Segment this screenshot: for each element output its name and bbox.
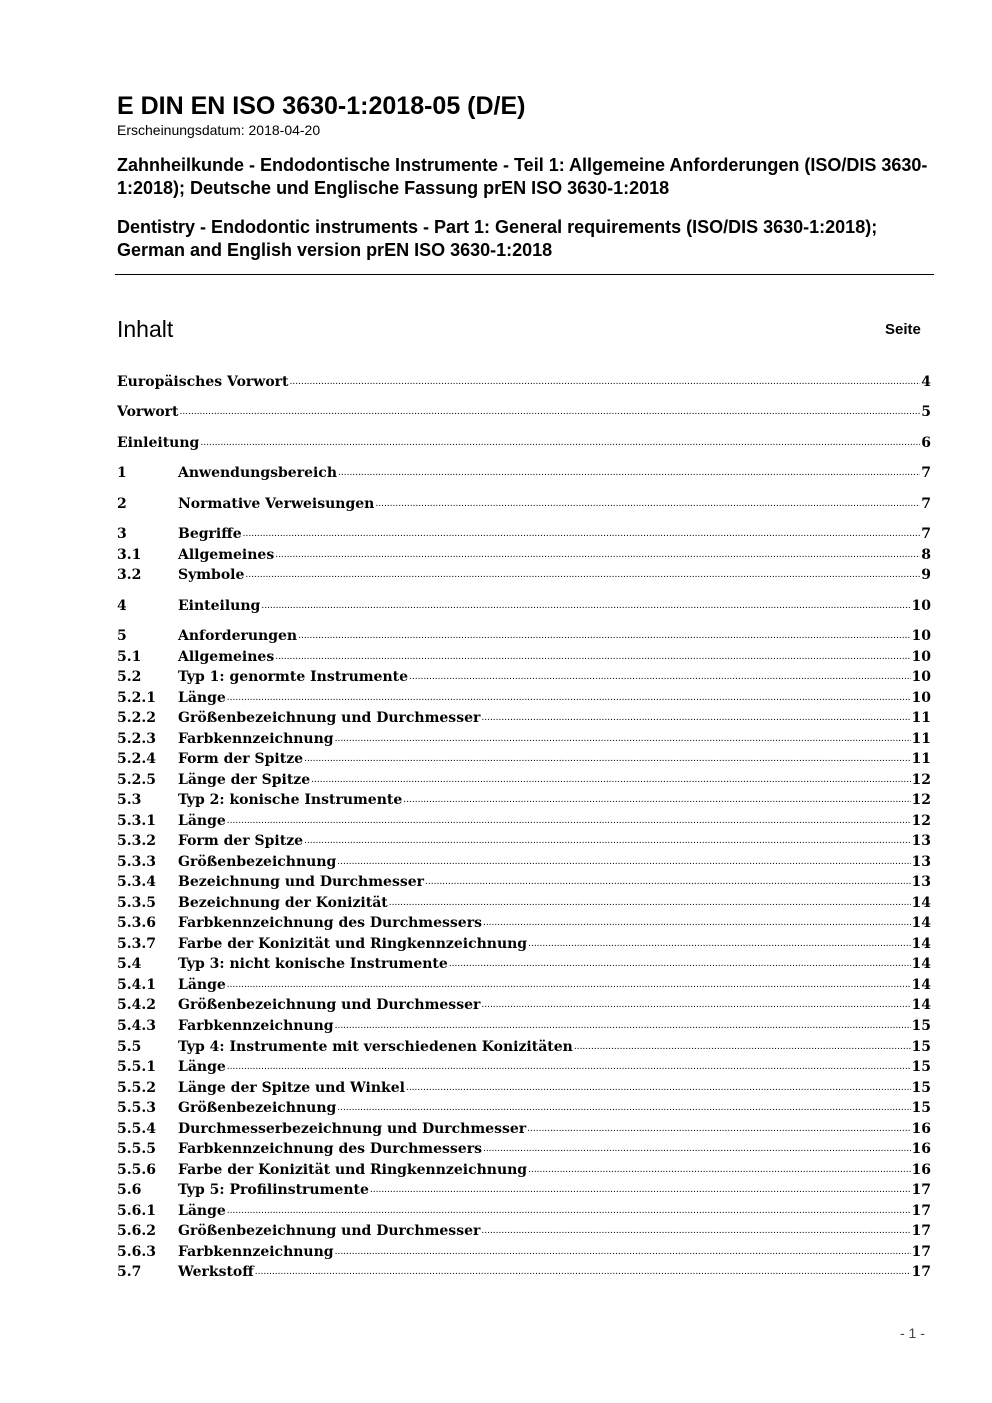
toc-entry-page: 17 bbox=[911, 1244, 931, 1260]
toc-entry-line bbox=[178, 667, 931, 687]
toc-entry-title: Farbkennzeichnung bbox=[178, 1244, 334, 1260]
toc-entry-page: 14 bbox=[911, 997, 931, 1013]
toc-entry-line bbox=[178, 790, 931, 810]
header-divider bbox=[115, 274, 934, 275]
toc-entry-page: 15 bbox=[911, 1100, 931, 1116]
toc-entry[interactable] bbox=[117, 494, 931, 514]
toc-entry-number: 5 bbox=[117, 628, 127, 644]
toc-entry-page: 10 bbox=[911, 598, 931, 614]
toc-entry-title: Europäisches Vorwort bbox=[117, 374, 289, 390]
toc-entry-title: Bezeichnung der Konizität bbox=[178, 895, 388, 911]
toc-entry-title: Länge bbox=[178, 1203, 226, 1219]
toc-entry[interactable] bbox=[117, 852, 931, 872]
toc-entry-line bbox=[178, 852, 931, 872]
toc-dot-leader bbox=[574, 1037, 911, 1057]
toc-entry-line bbox=[178, 770, 931, 790]
toc-entry-number: 5.3.4 bbox=[117, 874, 156, 890]
toc-entry-title: Länge bbox=[178, 690, 226, 706]
toc-entry-page: 6 bbox=[921, 435, 931, 451]
toc-entry-title: Einleitung bbox=[117, 435, 200, 451]
toc-entry[interactable] bbox=[117, 749, 931, 769]
toc-entry-number: 2 bbox=[117, 496, 127, 512]
toc-dot-leader bbox=[481, 995, 910, 1015]
toc-entry-number: 5.6.2 bbox=[117, 1223, 156, 1239]
toc-entry-line bbox=[178, 1201, 931, 1221]
toc-entry[interactable] bbox=[117, 790, 931, 810]
toc-dot-leader bbox=[528, 1160, 910, 1180]
toc-entry-line bbox=[178, 872, 931, 892]
toc-entry[interactable] bbox=[117, 831, 931, 851]
toc-entry-number: 5.5.2 bbox=[117, 1080, 156, 1096]
toc-entry-page: 14 bbox=[911, 895, 931, 911]
toc-dot-leader bbox=[337, 1098, 910, 1118]
toc-entry-line bbox=[178, 708, 931, 728]
toc-page-column-label: Seite bbox=[885, 321, 921, 338]
toc-dot-leader bbox=[304, 831, 910, 851]
toc-entry[interactable] bbox=[117, 1221, 931, 1241]
toc-entry-line bbox=[117, 372, 931, 392]
toc-entry-page: 10 bbox=[911, 649, 931, 665]
toc-entry-number: 5.1 bbox=[117, 649, 142, 665]
toc-dot-leader bbox=[227, 811, 911, 831]
toc-entry[interactable] bbox=[117, 1037, 931, 1057]
toc-entry[interactable] bbox=[117, 708, 931, 728]
toc-entry-line bbox=[178, 1098, 931, 1118]
toc-dot-leader bbox=[298, 626, 910, 646]
toc-entry-line bbox=[178, 1119, 931, 1139]
toc-entry-title: Länge der Spitze bbox=[178, 772, 311, 788]
publication-date: Erscheinungsdatum: 2018-04-20 bbox=[117, 122, 321, 138]
toc-entry[interactable] bbox=[117, 1057, 931, 1077]
toc-entry-line bbox=[178, 831, 931, 851]
toc-entry-number: 5.5.4 bbox=[117, 1121, 156, 1137]
toc-entry-page: 17 bbox=[911, 1182, 931, 1198]
toc-entry-line bbox=[178, 995, 931, 1015]
toc-entry-title: Durchmesserbezeichnung und Durchmesser bbox=[178, 1121, 527, 1137]
toc-entry-number: 3.2 bbox=[117, 567, 142, 583]
toc-entry[interactable] bbox=[117, 1201, 931, 1221]
toc-heading: Inhalt bbox=[117, 316, 174, 342]
toc-dot-leader bbox=[528, 934, 910, 954]
toc-entry-page: 17 bbox=[911, 1264, 931, 1280]
page-number: - 1 - bbox=[900, 1325, 925, 1341]
toc-entry[interactable] bbox=[117, 1119, 931, 1139]
toc-entry-page: 11 bbox=[911, 731, 931, 747]
toc-entry[interactable] bbox=[117, 596, 931, 616]
toc-entry-page: 11 bbox=[911, 710, 931, 726]
toc-entry-page: 13 bbox=[911, 854, 931, 870]
toc-entry-page: 11 bbox=[911, 751, 931, 767]
toc-entry[interactable] bbox=[117, 626, 931, 646]
toc-entry-title: Begriffe bbox=[178, 526, 242, 542]
toc-dot-leader bbox=[335, 729, 911, 749]
toc-entry[interactable] bbox=[117, 1078, 931, 1098]
toc-entry-line bbox=[178, 913, 931, 933]
toc-entry-line bbox=[178, 463, 931, 483]
toc-entry-page: 5 bbox=[921, 404, 931, 420]
toc-entry[interactable] bbox=[117, 954, 931, 974]
toc-entry-page: 7 bbox=[921, 496, 931, 512]
toc-entry-title: Allgemeines bbox=[178, 649, 275, 665]
toc-entry-number: 5.3.2 bbox=[117, 833, 156, 849]
toc-entry-page: 17 bbox=[911, 1203, 931, 1219]
toc-entry-line bbox=[117, 433, 931, 453]
toc-entry-number: 5.4 bbox=[117, 956, 142, 972]
toc-entry[interactable] bbox=[117, 975, 931, 995]
toc-entry-number: 5.2.5 bbox=[117, 772, 156, 788]
toc-entry-line bbox=[178, 1139, 931, 1159]
toc-entry[interactable] bbox=[117, 1160, 931, 1180]
toc-entry-line bbox=[117, 402, 931, 422]
toc-entry[interactable] bbox=[117, 545, 931, 565]
toc-entry-title: Länge bbox=[178, 813, 226, 829]
toc-entry[interactable] bbox=[117, 770, 931, 790]
toc-entry-line bbox=[178, 954, 931, 974]
toc-entry-line bbox=[178, 1242, 931, 1262]
toc-entry-page: 14 bbox=[911, 977, 931, 993]
toc-entry-title: Größenbezeichnung bbox=[178, 854, 337, 870]
toc-entry-title: Allgemeines bbox=[178, 547, 275, 563]
document-title: E DIN EN ISO 3630-1:2018-05 (D/E) bbox=[117, 92, 526, 120]
toc-entry-number: 5.3.1 bbox=[117, 813, 156, 829]
toc-entry-number: 5.3.3 bbox=[117, 854, 156, 870]
title-english: Dentistry - Endodontic instruments - Part 1: General requirements (ISO/DIS 3630-1:2018); German and English version prEN ISO 3630-1:2018 bbox=[117, 217, 878, 260]
toc-entry-title: Typ 4: Instrumente mit verschiedenen Konizitäten bbox=[178, 1039, 573, 1055]
toc-entry-title: Größenbezeichnung und Durchmesser bbox=[178, 1223, 481, 1239]
toc-dot-leader bbox=[338, 463, 920, 483]
title-german: Zahnheilkunde - Endodontische Instrumente - Teil 1: Allgemeine Anforderungen (ISO/DIS 3630-1:2018); Deutsche und Englische Fassung prEN ISO 3630-1:2018 bbox=[117, 155, 928, 198]
toc-entry[interactable] bbox=[117, 729, 931, 749]
toc-dot-leader bbox=[255, 1262, 911, 1282]
toc-entry-title: Größenbezeichnung und Durchmesser bbox=[178, 710, 481, 726]
toc-entry-page: 13 bbox=[911, 833, 931, 849]
toc-entry-title: Typ 3: nicht konische Instrumente bbox=[178, 956, 448, 972]
toc-dot-leader bbox=[290, 372, 921, 392]
toc-entry-title: Einteilung bbox=[178, 598, 261, 614]
toc-entry-page: 14 bbox=[911, 956, 931, 972]
toc-dot-leader bbox=[483, 1139, 911, 1159]
toc-entry[interactable] bbox=[117, 463, 931, 483]
toc-entry[interactable] bbox=[117, 811, 931, 831]
toc-entry-title: Länge bbox=[178, 1059, 226, 1075]
toc-dot-leader bbox=[481, 708, 910, 728]
toc-entry[interactable] bbox=[117, 667, 931, 687]
toc-entry-page: 14 bbox=[911, 936, 931, 952]
document-header bbox=[117, 92, 933, 262]
toc-dot-leader bbox=[200, 433, 920, 453]
toc-entry-line bbox=[178, 934, 931, 954]
toc-entry-number: 5.5.1 bbox=[117, 1059, 156, 1075]
toc-entry-number: 5.4.2 bbox=[117, 997, 156, 1013]
toc-entry-number: 5.2.4 bbox=[117, 751, 156, 767]
toc-dot-leader bbox=[425, 872, 911, 892]
toc-entry[interactable] bbox=[117, 1098, 931, 1118]
toc-entry-page: 16 bbox=[911, 1141, 931, 1157]
toc-entry-title: Typ 1: genormte Instrumente bbox=[178, 669, 409, 685]
toc-entry[interactable] bbox=[117, 433, 931, 453]
toc-dot-leader bbox=[227, 975, 911, 995]
toc-entry-page: 9 bbox=[921, 567, 931, 583]
toc-dot-leader bbox=[311, 770, 910, 790]
toc-entry-number: 4 bbox=[117, 598, 127, 614]
toc-dot-leader bbox=[481, 1221, 910, 1241]
toc-entry-page: 8 bbox=[921, 547, 931, 563]
toc-entry-title: Anwendungsbereich bbox=[178, 465, 337, 481]
toc-entry-number: 5.6.3 bbox=[117, 1244, 156, 1260]
toc-entry[interactable] bbox=[117, 913, 931, 933]
toc-entry[interactable] bbox=[117, 688, 931, 708]
toc-entry-page: 10 bbox=[911, 690, 931, 706]
toc-entry-number: 5.4.1 bbox=[117, 977, 156, 993]
toc-entry-number: 5.2 bbox=[117, 669, 142, 685]
toc-entry-number: 5.5.3 bbox=[117, 1100, 156, 1116]
toc-entry-number: 5.5 bbox=[117, 1039, 142, 1055]
toc-entry-line bbox=[178, 565, 931, 585]
toc-entry[interactable] bbox=[117, 1242, 931, 1262]
toc-entry-number: 5.6 bbox=[117, 1182, 142, 1198]
toc-entry-page: 4 bbox=[921, 374, 931, 390]
toc-entry[interactable] bbox=[117, 1139, 931, 1159]
toc-entry-line bbox=[178, 811, 931, 831]
toc-entry-title: Länge bbox=[178, 977, 226, 993]
toc-entry[interactable] bbox=[117, 1262, 931, 1282]
toc-entry-number: 5.5.5 bbox=[117, 1141, 156, 1157]
toc-dot-leader bbox=[375, 494, 920, 514]
toc-entry-number: 5.6.1 bbox=[117, 1203, 156, 1219]
toc-entry-number: 5.4.3 bbox=[117, 1018, 156, 1034]
toc-dot-leader bbox=[389, 893, 911, 913]
toc-entry-number: 5.3.5 bbox=[117, 895, 156, 911]
toc-entry-number: 5.2.1 bbox=[117, 690, 156, 706]
toc-entry-title: Farbkennzeichnung bbox=[178, 1018, 334, 1034]
toc-entry-page: 12 bbox=[911, 792, 931, 808]
toc-entry-page: 10 bbox=[911, 628, 931, 644]
toc-entry-line bbox=[178, 647, 931, 667]
toc-dot-leader bbox=[227, 1057, 911, 1077]
toc-entry-title: Farbkennzeichnung des Durchmessers bbox=[178, 915, 482, 931]
toc-dot-leader bbox=[304, 749, 910, 769]
toc-dot-leader bbox=[527, 1119, 910, 1139]
toc-entry-line bbox=[178, 1160, 931, 1180]
toc-entry-title: Länge der Spitze und Winkel bbox=[178, 1080, 405, 1096]
toc-entry-line bbox=[178, 1180, 931, 1200]
toc-entry-title: Symbole bbox=[178, 567, 245, 583]
toc-entry-line bbox=[178, 893, 931, 913]
toc-entry-number: 5.2.3 bbox=[117, 731, 156, 747]
toc-dot-leader bbox=[409, 667, 911, 687]
toc-entry-title: Form der Spitze bbox=[178, 833, 304, 849]
toc-entry-page: 17 bbox=[911, 1223, 931, 1239]
toc-dot-leader bbox=[245, 565, 920, 585]
toc-entry-page: 14 bbox=[911, 915, 931, 931]
toc-entry-page: 15 bbox=[911, 1059, 931, 1075]
toc-entry-line bbox=[178, 729, 931, 749]
toc-entry-title: Werkstoff bbox=[178, 1264, 254, 1280]
toc-entry-line bbox=[178, 545, 931, 565]
toc-entry-number: 5.3.6 bbox=[117, 915, 156, 931]
toc-entry-page: 10 bbox=[911, 669, 931, 685]
toc-dot-leader bbox=[261, 596, 910, 616]
toc-entry-page: 12 bbox=[911, 813, 931, 829]
toc-entry-page: 16 bbox=[911, 1121, 931, 1137]
toc-entry-line bbox=[178, 1057, 931, 1077]
toc-entry-page: 15 bbox=[911, 1039, 931, 1055]
toc-entry-line bbox=[178, 1262, 931, 1282]
toc-entry[interactable] bbox=[117, 524, 931, 544]
toc-entry[interactable] bbox=[117, 565, 931, 585]
toc-entry-line bbox=[178, 1078, 931, 1098]
toc-entry-line bbox=[178, 1037, 931, 1057]
toc-entry-page: 15 bbox=[911, 1018, 931, 1034]
toc-entry[interactable] bbox=[117, 1016, 931, 1036]
toc-entry-title: Typ 2: konische Instrumente bbox=[178, 792, 403, 808]
toc-entry-title: Farbe der Konizität und Ringkennzeichnung bbox=[178, 1162, 528, 1178]
toc-entry[interactable] bbox=[117, 893, 931, 913]
toc-dot-leader bbox=[335, 1016, 911, 1036]
toc-entry-line bbox=[178, 749, 931, 769]
toc-dot-leader bbox=[337, 852, 910, 872]
toc-entry[interactable] bbox=[117, 372, 931, 392]
toc-entry-title: Größenbezeichnung bbox=[178, 1100, 337, 1116]
toc-dot-leader bbox=[403, 790, 910, 810]
toc-entry-line bbox=[178, 596, 931, 616]
toc-entry-number: 5.3 bbox=[117, 792, 142, 808]
toc-dot-leader bbox=[335, 1242, 911, 1262]
toc-dot-leader bbox=[275, 545, 920, 565]
toc-entry-title: Anforderungen bbox=[178, 628, 298, 644]
toc-entry-page: 16 bbox=[911, 1162, 931, 1178]
toc-entry[interactable] bbox=[117, 872, 931, 892]
toc-entry-page: 7 bbox=[921, 465, 931, 481]
toc-entry-number: 3 bbox=[117, 526, 127, 542]
toc-dot-leader bbox=[243, 524, 921, 544]
toc-entry-title: Form der Spitze bbox=[178, 751, 304, 767]
toc-entry-number: 5.2.2 bbox=[117, 710, 156, 726]
toc-entry-page: 15 bbox=[911, 1080, 931, 1096]
toc-entry[interactable] bbox=[117, 934, 931, 954]
toc-dot-leader bbox=[180, 402, 921, 422]
toc-entry-line bbox=[178, 1016, 931, 1036]
toc-dot-leader bbox=[370, 1180, 911, 1200]
toc-entry-line bbox=[178, 626, 931, 646]
toc-entry-number: 1 bbox=[117, 465, 127, 481]
toc-dot-leader bbox=[227, 688, 911, 708]
toc-entry-number: 5.3.7 bbox=[117, 936, 156, 952]
toc-entry-line bbox=[178, 688, 931, 708]
toc-entry-title: Bezeichnung und Durchmesser bbox=[178, 874, 425, 890]
toc-entry-page: 13 bbox=[911, 874, 931, 890]
toc-entry-line bbox=[178, 524, 931, 544]
toc-entry-title: Farbkennzeichnung des Durchmessers bbox=[178, 1141, 482, 1157]
toc-entry-title: Typ 5: Profilinstrumente bbox=[178, 1182, 369, 1198]
toc-entry-number: 5.5.6 bbox=[117, 1162, 156, 1178]
toc-dot-leader bbox=[227, 1201, 911, 1221]
toc-entry-title: Farbkennzeichnung bbox=[178, 731, 334, 747]
toc-entry[interactable] bbox=[117, 402, 931, 422]
toc-entry-title: Vorwort bbox=[117, 404, 179, 420]
toc-dot-leader bbox=[449, 954, 911, 974]
toc-dot-leader bbox=[275, 647, 910, 667]
toc-entry-title: Größenbezeichnung und Durchmesser bbox=[178, 997, 481, 1013]
toc-entry-number: 5.7 bbox=[117, 1264, 142, 1280]
toc-entry-title: Normative Verweisungen bbox=[178, 496, 375, 512]
toc-entry-page: 7 bbox=[921, 526, 931, 542]
toc-dot-leader bbox=[406, 1078, 911, 1098]
toc-entry-line bbox=[178, 975, 931, 995]
toc-entry-page: 12 bbox=[911, 772, 931, 788]
toc-entry[interactable] bbox=[117, 1180, 931, 1200]
toc-entry-line bbox=[178, 494, 931, 514]
toc-entry-line bbox=[178, 1221, 931, 1241]
toc-entry[interactable] bbox=[117, 995, 931, 1015]
toc-entry-title: Farbe der Konizität und Ringkennzeichnung bbox=[178, 936, 528, 952]
toc-dot-leader bbox=[483, 913, 911, 933]
toc-entry[interactable] bbox=[117, 647, 931, 667]
toc-entry-number: 3.1 bbox=[117, 547, 142, 563]
